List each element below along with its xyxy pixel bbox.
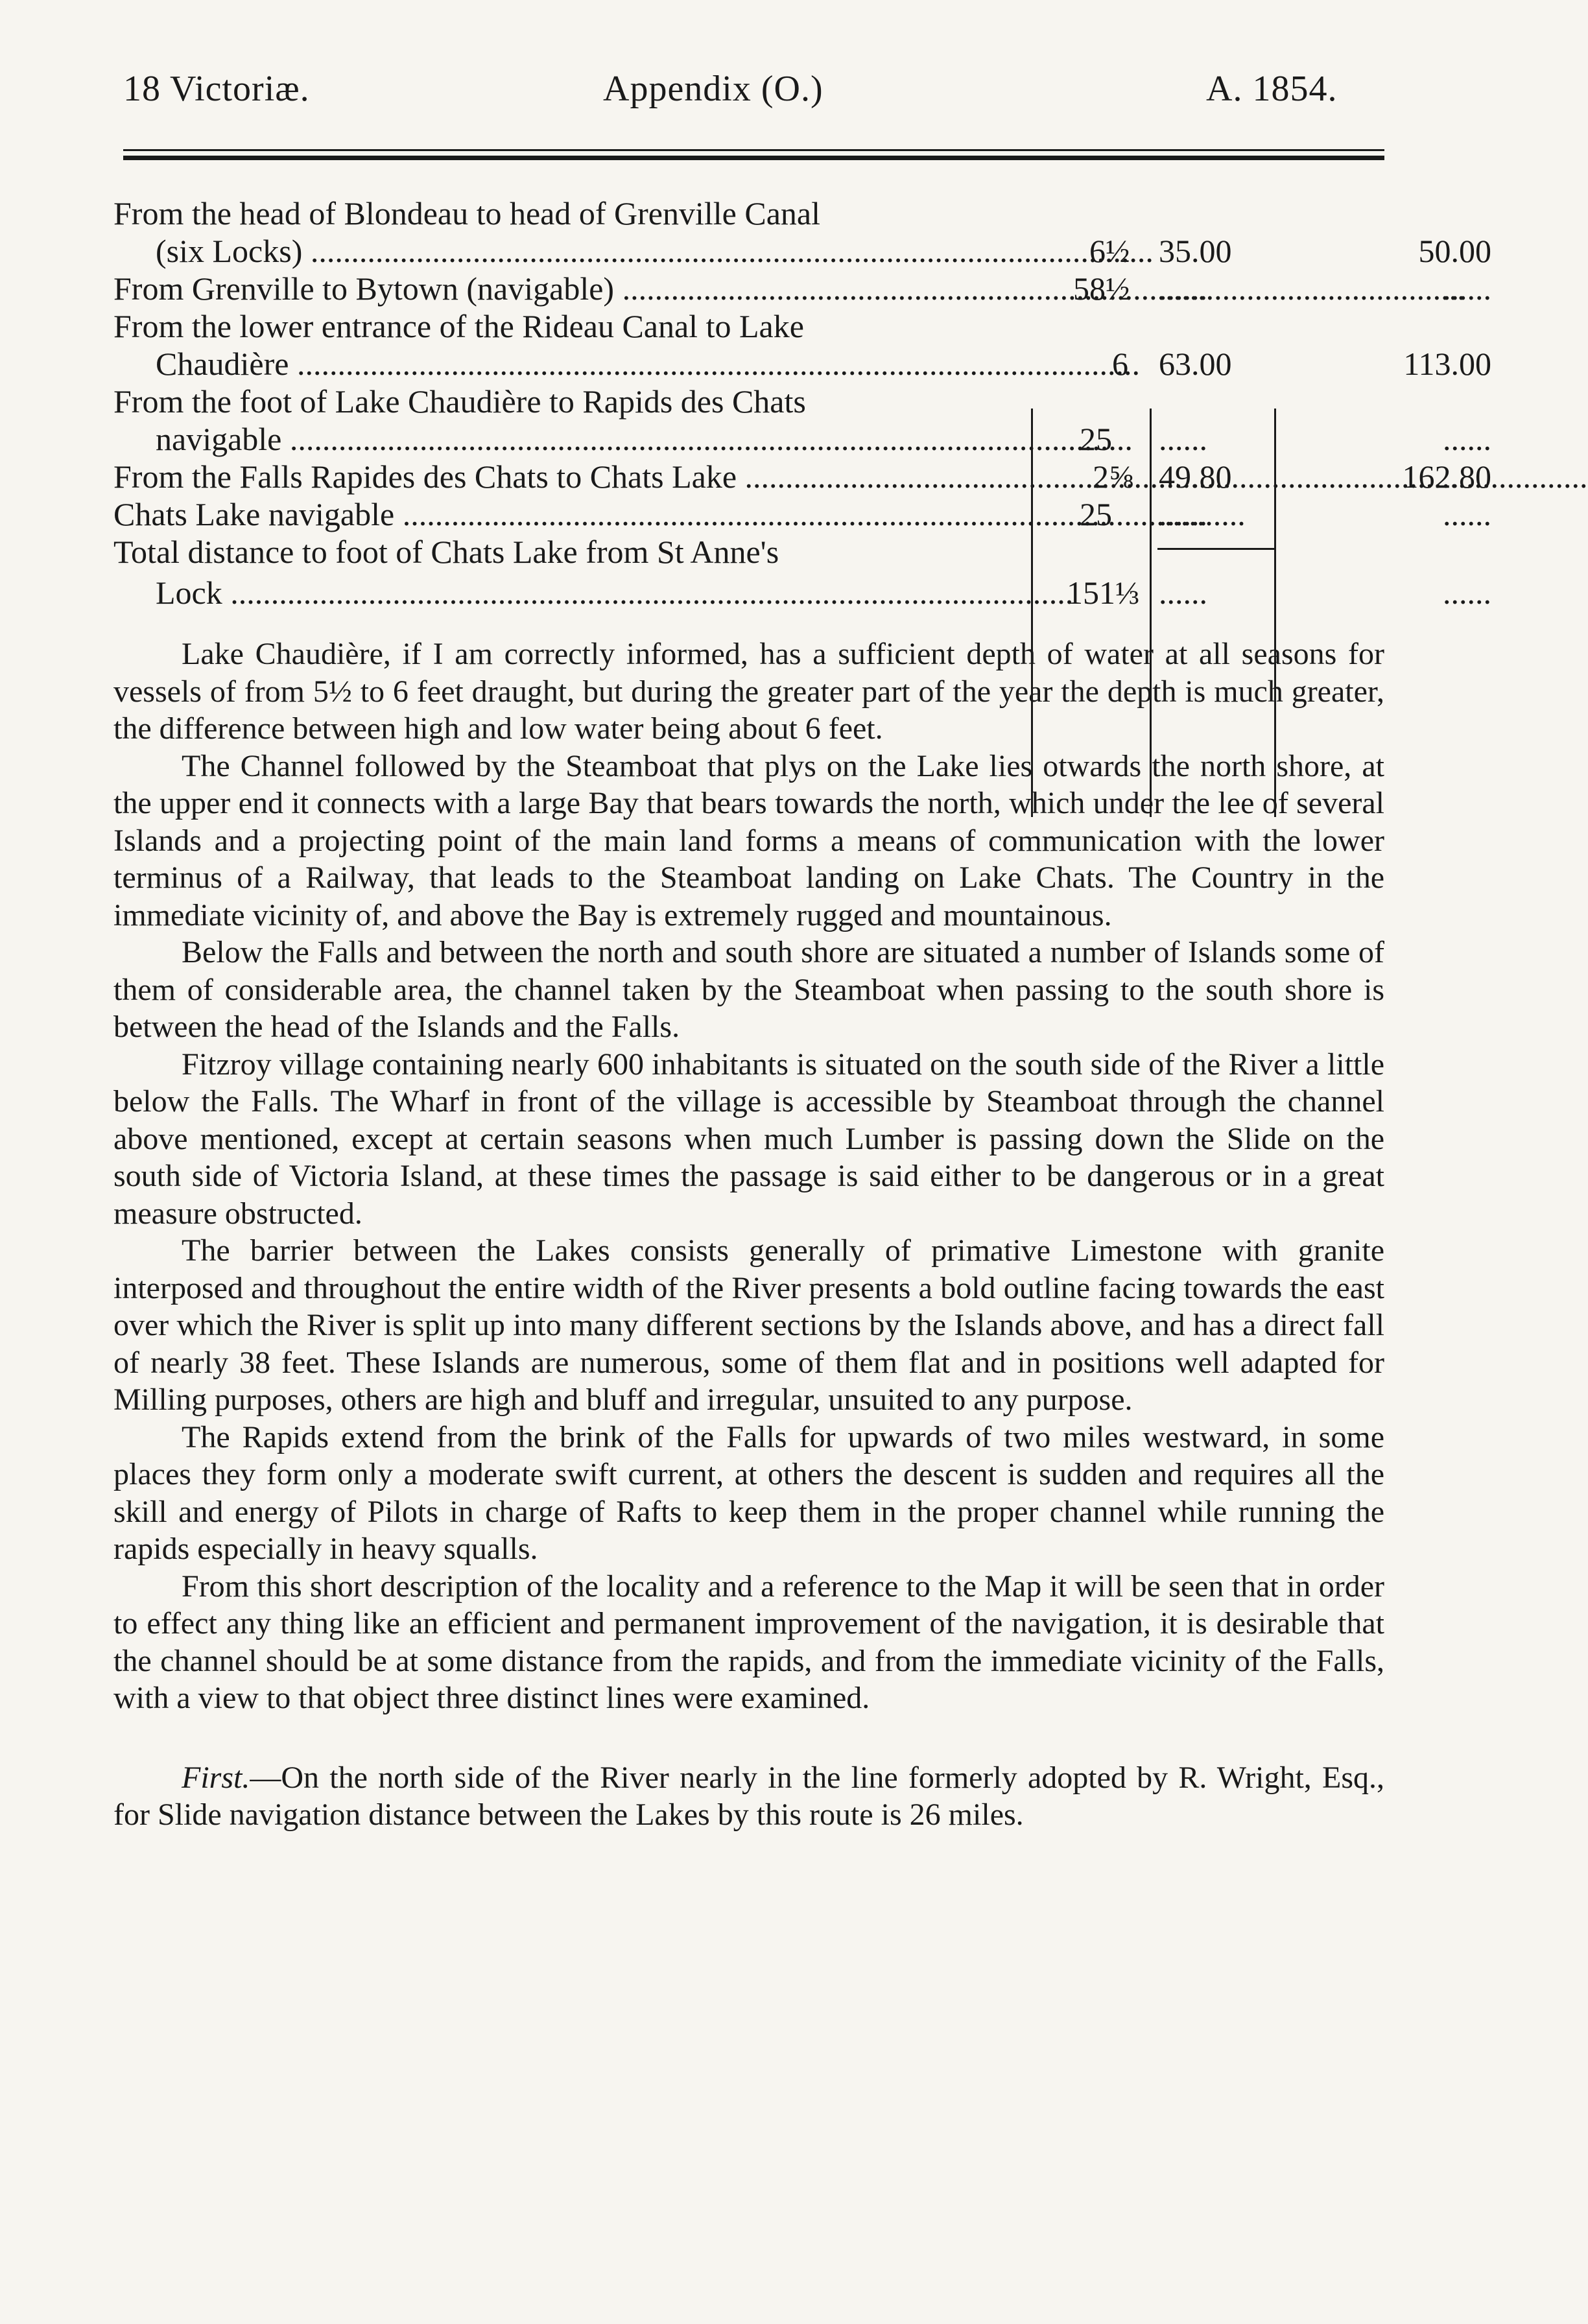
row-description: From the Falls Rapides des Chats to Chats Lake ..... <box>113 458 1015 495</box>
paragraph: Lake Chaudière, if I am correctly informed, has a sufficient depth of water at all seasons for vessels of from 5½ to 6 feet draught, but during the greater part of the year the depth is much greater, the difference between high and low water being about 6 feet. <box>113 637 1384 746</box>
first-label: First. <box>182 1760 250 1795</box>
row-cost-b: 113.00 <box>1403 346 1491 382</box>
row-cost-b: ...... <box>1443 575 1491 611</box>
distance-table <box>113 195 1491 622</box>
row-description-continued: Chaudière ..... <box>156 345 1015 383</box>
paragraph-first-route <box>113 1759 1384 1834</box>
body-text <box>113 635 1384 1834</box>
row-cost-a: ...... <box>1159 270 1207 307</box>
row-distance: 6½ <box>1089 233 1130 269</box>
row-description: From the lower entrance of the Rideau Canal to Lake <box>113 308 804 344</box>
row-cost-b: 50.00 <box>1418 233 1491 269</box>
first-route-text: —On the north side of the River nearly in the line formerly adopted by R. Wright, Esq., for Slide navigation distance between the Lakes by this route is 26 miles. <box>113 1760 1384 1832</box>
header-volume: 18 Victoriæ. <box>123 69 310 109</box>
row-cost-a: ...... <box>1159 575 1207 611</box>
row-cost-b: ...... <box>1443 496 1491 532</box>
row-description: Total distance to foot of Chats Lake from St Anne's <box>113 534 779 570</box>
row-distance: 2⅝ <box>1093 458 1133 495</box>
row-distance: 58½ <box>1073 270 1130 307</box>
row-description-continued: navigable ..... <box>156 420 1015 458</box>
paragraph: The barrier between the Lakes consists generally of primative Limestone with granite interposed and throughout the entire width of the River presents a bold outline facing towards the east over which the River is split up into many different sections by the Islands above, and has a direct fall of nearly 38 feet. These Islands are numerous, some of them flat and in positions well adapted for Milling purposes, others are high and bluff and irregular, unsuited to any purpose. <box>113 1233 1384 1417</box>
header-year: A. 1854. <box>1206 69 1338 109</box>
row-cost-a: ...... <box>1159 421 1207 457</box>
row-cost-b: ...... <box>1443 270 1491 307</box>
paragraph: The Rapids extend from the brink of the Falls for upwards of two miles westward, in some places they form only a moderate swift current, at others the descent is sudden and requires all the skill and energy of Pilots in charge of Rafts to keep them in the proper channel while running the rapids especially in heavy squalls. <box>113 1419 1384 1566</box>
row-distance: 151⅓ <box>1067 575 1140 611</box>
row-distance: 25 <box>1080 496 1112 532</box>
page-header <box>0 68 1456 113</box>
header-appendix: Appendix (O.) <box>603 69 824 109</box>
row-description-continued: (six Locks) ..... <box>156 232 1015 270</box>
paragraph: Below the Falls and between the north and south shore are situated a number of Islands some of them of considerable area, the channel taken by the Steamboat when passing to the south shore is between the head of the Islands and the Falls. <box>113 935 1384 1044</box>
row-cost-b: ...... <box>1443 421 1491 457</box>
row-cost-b: 162.80 <box>1402 458 1491 495</box>
row-cost-a: 35.00 <box>1159 233 1232 269</box>
row-cost-a: 49.80 <box>1159 458 1232 495</box>
row-description-continued: Lock ..... <box>156 574 1015 611</box>
row-description: From the head of Blondeau to head of Grenville Canal <box>113 195 820 231</box>
total-rule <box>1157 548 1274 550</box>
row-cost-a: ...... <box>1159 496 1207 532</box>
header-rule-thin <box>123 149 1384 151</box>
row-cost-a: 63.00 <box>1159 346 1232 382</box>
paragraph: The Channel followed by the Steamboat that plys on the Lake lies otwards the north shore, at the upper end it connects with a large Bay that bears towards the north, which under the lee of several Islands and a projecting point of the main land forms a means of communication with the lower terminus of a Railway, that leads to the Steamboat landing on Lake Chats. The Country in the immediate vicinity of, and above the Bay is extremely rugged and mountainous. <box>113 748 1384 932</box>
row-distance: 25 <box>1080 421 1112 457</box>
row-description: From the foot of Lake Chaudière to Rapids des Chats <box>113 383 806 420</box>
row-description: From Grenville to Bytown (navigable) ..... <box>113 270 1015 307</box>
header-rule-thick <box>123 156 1384 160</box>
row-description: Chats Lake navigable ..... <box>113 495 1015 533</box>
paragraph: Fitzroy village containing nearly 600 inhabitants is situated on the south side of the River a little below the Falls. The Wharf in front of the village is accessible by Steamboat through the channel above mentioned, except at certain seasons when much Lumber is passing down the Slide on the south side of Victoria Island, at these times the passage is said either to be dangerous or in a great measure obstructed. <box>113 1047 1384 1231</box>
row-distance: 6 <box>1112 346 1128 382</box>
paragraph: From this short description of the locality and a reference to the Map it will be seen that in order to effect any thing like an efficient and permanent improvement of the navigation, it is desirable that the channel should be at some distance from the rapids, and from the immediate vicinity of the Falls, with a view to that object three distinct lines were examined. <box>113 1569 1384 1715</box>
